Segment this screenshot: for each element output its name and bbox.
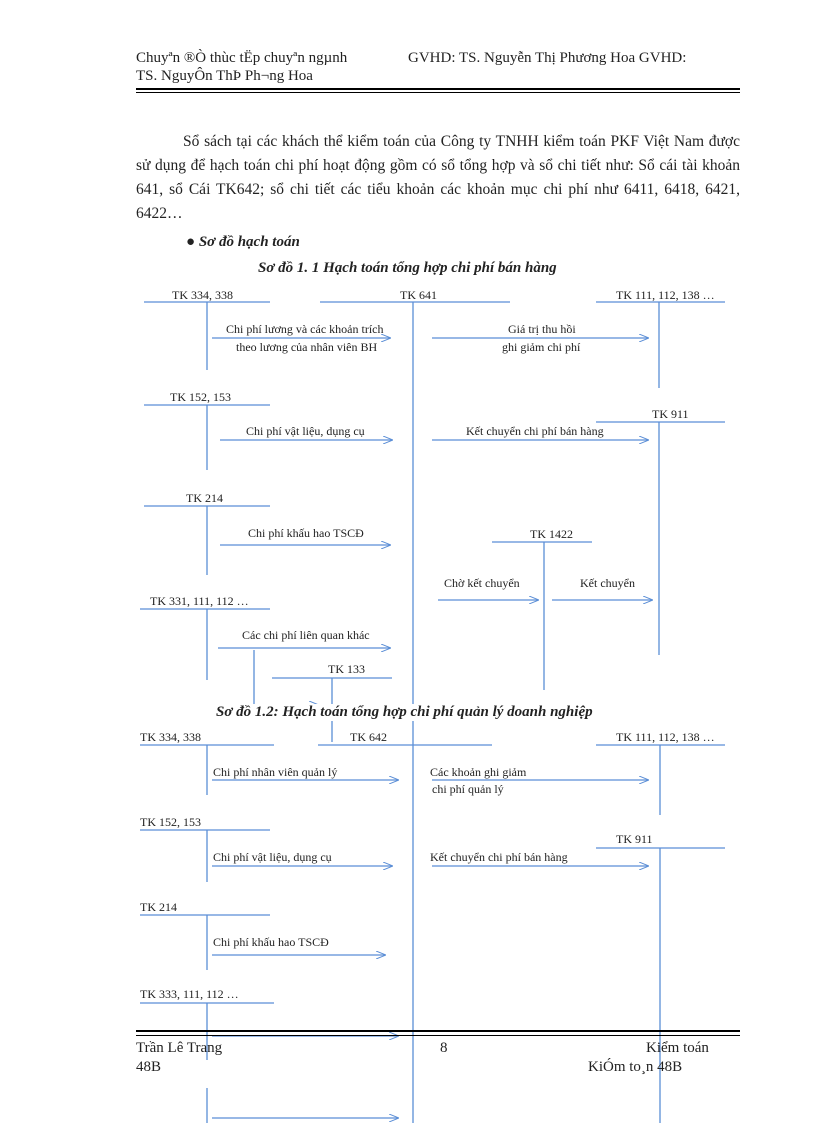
d1-tk133-label: TK 133 bbox=[328, 662, 365, 676]
bullet-heading: ● Sơ đồ hạch toán bbox=[186, 234, 300, 250]
d1-label-depreciation: Chi phí khấu hao TSCĐ bbox=[248, 526, 364, 540]
footer-class: 48B bbox=[136, 1059, 162, 1075]
page-number: 8 bbox=[440, 1040, 448, 1056]
header-course: Chuyªn ®Ò thùc tËp chuyªn ngµnh bbox=[136, 50, 348, 66]
d1-label-recovered-2: ghi giảm chi phí bbox=[502, 340, 581, 354]
d1-tk111-label: TK 111, 112, 138 … bbox=[616, 288, 715, 302]
d1-label-transfer: Kết chuyển bbox=[580, 576, 635, 590]
d2-tk334-label: TK 334, 338 bbox=[140, 730, 201, 744]
footer-rule-thin bbox=[136, 1035, 740, 1036]
d1-label-salary-2: theo lương của nhân viên BH bbox=[236, 340, 378, 354]
d1-label-recovered-1: Giá trị thu hồi bbox=[508, 322, 576, 336]
paragraph-text: Sổ sách tại các khách thể kiểm toán của Công ty TNHH kiểm toán PKF Việt Nam được sử dụng để hạch toán chi phí hoạt động gồm có sổ tổng hợp và sổ chi tiết như: Sổ cái tài khoản 641, sổ Cái TK642; sổ chi tiết các tiểu khoản các khoản mục chi phí như 6411, 6418, 6421, 6422… bbox=[136, 133, 740, 222]
d1-tk641-label: TK 641 bbox=[400, 288, 437, 302]
d1-label-transfer911: Kết chuyển chi phí bán hàng bbox=[466, 424, 604, 438]
d1-tk1422-label: TK 1422 bbox=[530, 527, 573, 541]
bullet-text: Sơ đồ hạch toán bbox=[198, 234, 300, 250]
footer-rule-thick bbox=[136, 1030, 740, 1032]
d2-label-reduction-1: Các khoản ghi giảm bbox=[430, 765, 527, 779]
d2-label-reduction-2: chi phí quản lý bbox=[432, 782, 504, 796]
d1-label-salary-1: Chi phí lương và các khoản trích bbox=[226, 322, 384, 336]
d1-tk334-label: TK 334, 338 bbox=[172, 288, 233, 302]
d2-tk911-label: TK 911 bbox=[616, 832, 653, 846]
d1-label-other: Các chi phí liên quan khác bbox=[242, 628, 370, 642]
diagram2-title: Sơ đồ 1.2: Hạch toán tổng hợp chi phí quản lý doanh nghiệp bbox=[216, 704, 593, 720]
d1-tk152-label: TK 152, 153 bbox=[170, 390, 231, 404]
d2-label-material: Chi phí vật liệu, dụng cụ bbox=[213, 850, 332, 864]
d2-label-staff: Chi phí nhân viên quản lý bbox=[213, 765, 338, 779]
d2-tk152-label: TK 152, 153 bbox=[140, 815, 201, 829]
d2-tk111-label: TK 111, 112, 138 … bbox=[616, 730, 715, 744]
d1-label-pending: Chờ kết chuyển bbox=[444, 576, 520, 590]
d1-label-material: Chi phí vật liệu, dụng cụ bbox=[246, 424, 365, 438]
d2-label-transfer911: Kết chuyển chi phí bán hàng bbox=[430, 850, 568, 864]
footer-dept: Kiểm toán bbox=[646, 1040, 709, 1056]
header-advisor-line2: TS. NguyÔn ThÞ Ph¬ng Hoa bbox=[136, 68, 313, 84]
footer-dept-class: KiÓm to¸n 48B bbox=[588, 1059, 683, 1075]
d2-tk214-label: TK 214 bbox=[140, 900, 177, 914]
diagram1-title: Sơ đồ 1. 1 Hạch toán tổng hợp chi phí bán hàng bbox=[258, 260, 557, 276]
header-advisor: GVHD: TS. Nguyễn Thị Phương Hoa GVHD: bbox=[408, 50, 687, 66]
footer-author: Trần Lê Trang bbox=[136, 1040, 223, 1056]
d2-tk333-label: TK 333, 111, 112 … bbox=[140, 987, 239, 1001]
d1-tk331-label: TK 331, 111, 112 … bbox=[150, 594, 249, 608]
d1-tk214-label: TK 214 bbox=[186, 491, 223, 505]
d2-label-depreciation: Chi phí khấu hao TSCĐ bbox=[213, 935, 329, 949]
d1-tk911-label: TK 911 bbox=[652, 407, 689, 421]
d2-tk642-label: TK 642 bbox=[350, 730, 387, 744]
